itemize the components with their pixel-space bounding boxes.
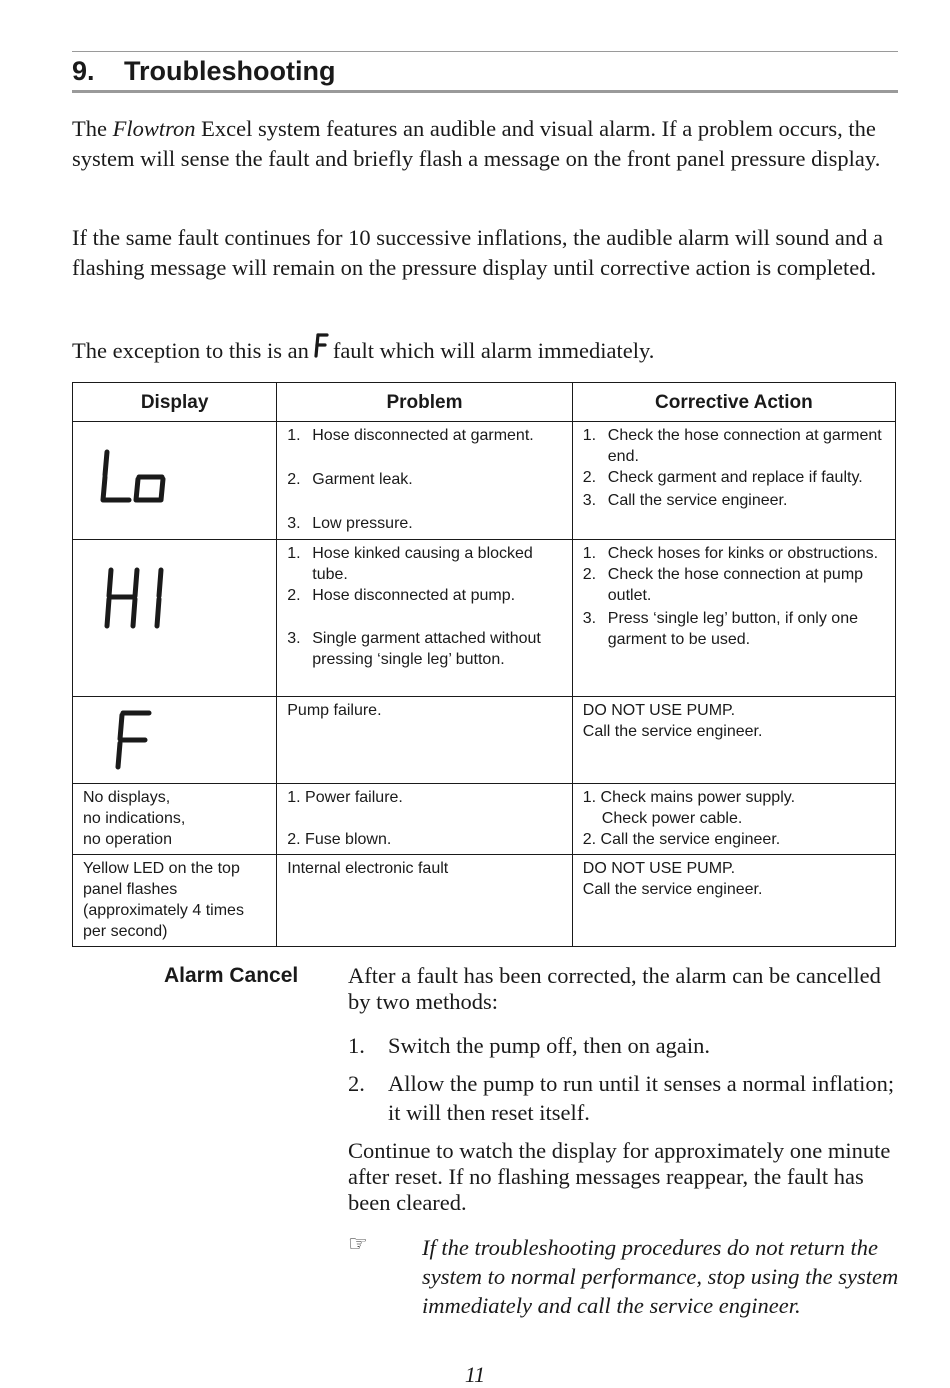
action-cell [572, 855, 895, 947]
action-cell [572, 422, 895, 540]
action-cell [572, 697, 895, 784]
item-text: Press ‘single leg’ button, if only one garment to be used. [607, 610, 858, 648]
item-text: Hose disconnected at pump. [312, 587, 516, 604]
display-cell [73, 697, 277, 784]
troubleshooting-table [72, 382, 896, 947]
item-number: 2. [582, 566, 597, 583]
display-cell [73, 540, 277, 697]
item-number: 3. [582, 610, 597, 627]
problem-cell [277, 422, 573, 540]
display-cell [73, 784, 277, 855]
display-cell [73, 422, 277, 540]
table-row [73, 540, 896, 697]
item-number: 3. [287, 515, 301, 532]
problem-text: Pump failure. [287, 702, 382, 719]
table-row [73, 422, 896, 540]
item-text: Hose disconnected at garment. [312, 427, 534, 444]
display-text: (approximately 4 times [83, 902, 244, 919]
action-text: 1. Check mains power supply. [582, 789, 796, 806]
item-text: Check the hose connection at garment end. [607, 427, 882, 465]
seven-segment-f-display [73, 697, 276, 779]
action-cell [572, 540, 895, 697]
header-display: Display [73, 383, 277, 422]
intro-text: Excel system features an audible and visual alarm. If a problem occurs, the system will sense the fault and briefly flash a message on the front panel pressure display. [72, 116, 881, 171]
item-number: 1. [287, 545, 301, 562]
action-text: Call the service engineer. [582, 723, 763, 740]
list-item [583, 543, 885, 564]
list-item [287, 513, 562, 534]
item-number: 3. [287, 630, 301, 647]
item-text: Call the service engineer. [607, 492, 788, 509]
intro-text: The [72, 116, 113, 141]
problem-cell [277, 540, 573, 697]
step-number: 1. [348, 1033, 365, 1058]
item-text: Check hoses for kinks or obstructions. [607, 545, 879, 562]
list-item [583, 564, 885, 606]
item-number: 2. [287, 471, 301, 488]
action-text: 2. Call the service engineer. [582, 831, 781, 848]
step-text: Switch the pump off, then on again. [388, 1033, 711, 1058]
section-heading [72, 53, 898, 89]
problem-cell [277, 697, 573, 784]
action-text: Call the service engineer. [582, 881, 763, 898]
item-text: Hose kinked causing a blocked tube. [312, 545, 533, 583]
action-text: Check power cable. [601, 810, 743, 827]
list-item [348, 1069, 900, 1127]
note-text: If the troubleshooting procedures do not return the system to normal performance, stop using the system immediately and call the service engineer. [422, 1235, 899, 1318]
problem-cell [277, 855, 573, 947]
list-item [287, 543, 562, 585]
item-number: 1. [582, 427, 597, 444]
heading-rule-top [72, 51, 898, 52]
step-text: Allow the pump to run until it senses a normal inflation; it will then reset itself. [388, 1071, 895, 1125]
page-number: 11 [464, 1362, 486, 1387]
problem-cell [277, 784, 573, 855]
intro-text: The exception to this is an [72, 338, 309, 363]
list-item [583, 425, 885, 467]
action-cell [572, 784, 895, 855]
list-item [287, 628, 562, 670]
item-number: 3. [582, 492, 597, 509]
alarm-cancel-intro: After a fault has been corrected, the alarm can be cancelled by two methods: [348, 963, 881, 1014]
seven-segment-lo-display [73, 422, 276, 510]
table-row [73, 784, 896, 855]
item-text: Single garment attached without pressing ‘single leg’ button. [312, 630, 541, 668]
item-text: Low pressure. [312, 515, 413, 532]
display-text: no operation [83, 831, 172, 848]
alarm-cancel-follow-up: Continue to watch the display for approximately one minute after reset. If no flashing messages reappear, the fault has been cleared. [348, 1138, 891, 1215]
list-item [348, 1031, 900, 1060]
display-text: No displays, [83, 789, 171, 806]
problem-text: Internal electronic fault [287, 860, 449, 877]
problem-text: 1. Power failure. [287, 789, 403, 806]
seven-segment-hi-display [73, 540, 276, 638]
problem-text: 2. Fuse blown. [287, 831, 392, 848]
intro-text: fault which will alarm immediately. [332, 338, 655, 363]
list-item [583, 490, 885, 511]
header-problem: Problem [277, 383, 573, 422]
display-cell [73, 855, 277, 947]
display-text: Yellow LED on the top [83, 860, 240, 877]
heading-rule-bottom [72, 90, 898, 93]
warning-text: DO NOT USE PUMP. [582, 860, 736, 877]
table-row [73, 855, 896, 947]
item-number: 2. [582, 469, 597, 486]
list-item [583, 467, 885, 488]
warning-text: DO NOT USE PUMP. [582, 702, 736, 719]
pointing-hand-icon: ☞ [348, 1232, 368, 1257]
table-row [73, 697, 896, 784]
display-text: panel flashes [83, 881, 178, 898]
display-text: no indications, [83, 810, 186, 827]
item-text: Check garment and replace if faulty. [607, 469, 863, 486]
item-number: 2. [287, 587, 301, 604]
item-number: 1. [582, 545, 597, 562]
list-item [583, 608, 885, 650]
item-text: Check the hose connection at pump outlet. [607, 566, 864, 604]
intro-paragraph-3 [72, 332, 898, 368]
section-number: 9. [72, 56, 95, 86]
table-header-row [73, 383, 896, 422]
list-item [287, 585, 562, 606]
step-number: 2. [348, 1071, 365, 1096]
item-text: Garment leak. [312, 471, 413, 488]
section-title: Troubleshooting [124, 56, 336, 86]
display-text: per second) [83, 923, 168, 940]
item-number: 1. [287, 427, 301, 444]
list-item [287, 425, 562, 446]
intro-paragraph-1 [72, 114, 898, 174]
seven-segment-f-symbol [313, 332, 329, 368]
alarm-cancel-heading: Alarm Cancel [164, 964, 299, 987]
header-corrective-action: Corrective Action [572, 383, 895, 422]
brand-name: Flowtron [112, 116, 196, 141]
intro-paragraph-2: If the same fault continues for 10 successive inflations, the audible alarm will sound and a flashing message will remain on the pressure display until corrective action is completed. [72, 225, 884, 280]
list-item [287, 469, 562, 490]
